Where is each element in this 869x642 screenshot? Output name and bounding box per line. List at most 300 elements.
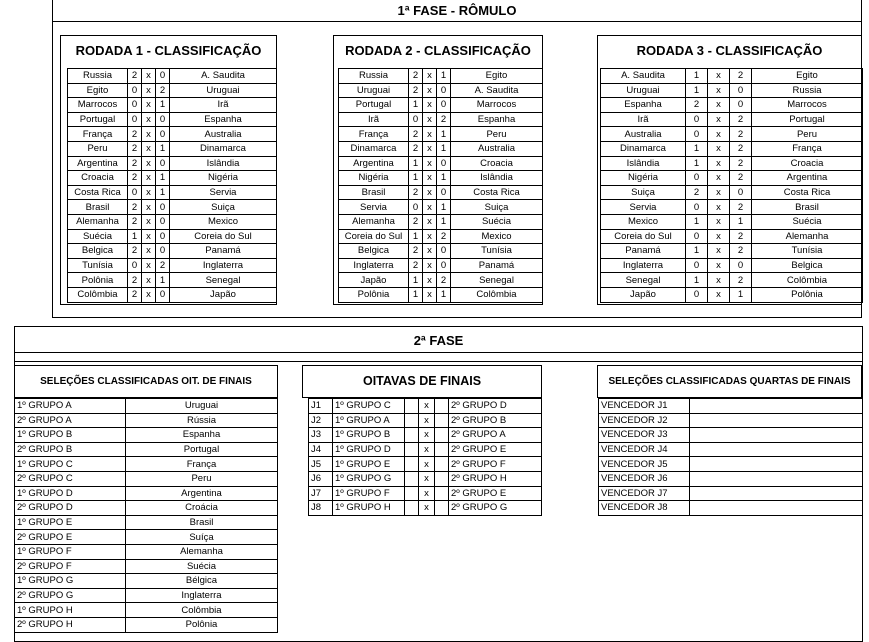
r16-row-cell: x — [419, 428, 435, 443]
match-row-cell: 0 — [156, 244, 170, 259]
match-row-cell: x — [708, 171, 730, 186]
qf-row-cell — [690, 471, 863, 486]
match-row-cell: 1 — [686, 273, 708, 288]
match-row-cell: 0 — [686, 171, 708, 186]
r16-row-cell: 2º GRUPO H — [449, 471, 542, 486]
r16-row-cell: J1 — [309, 399, 333, 414]
match-row-cell: Servia — [601, 200, 686, 215]
qualified-row-cell: Colômbia — [126, 603, 278, 618]
match-row — [339, 69, 543, 84]
match-row-cell: Uruguai — [339, 83, 409, 98]
match-row-cell: 2 — [437, 229, 451, 244]
r16-row-cell: 2º GRUPO F — [449, 457, 542, 472]
qf-row — [599, 413, 863, 428]
match-row-cell: x — [708, 273, 730, 288]
match-row-cell: Peru — [752, 127, 863, 142]
match-row-cell: x — [423, 69, 437, 84]
match-row — [339, 200, 543, 215]
match-row-cell: x — [423, 229, 437, 244]
match-row-cell: Japão — [170, 287, 277, 302]
r16-row-cell — [435, 428, 449, 443]
r16-row-cell — [405, 457, 419, 472]
match-row-cell: x — [423, 98, 437, 113]
match-row-cell: Croacia — [752, 156, 863, 171]
match-row-cell: Japão — [339, 273, 409, 288]
qualified-row-cell: 2º GRUPO H — [15, 617, 126, 632]
match-row-cell: x — [708, 244, 730, 259]
match-row-cell: x — [708, 287, 730, 302]
qualified-row-cell: Espanha — [126, 428, 278, 443]
match-row-cell: Croacia — [451, 156, 543, 171]
match-row-cell: 2 — [437, 273, 451, 288]
match-row-cell: Costa Rica — [68, 185, 128, 200]
match-row-cell: 0 — [156, 200, 170, 215]
qualified-row-cell: Bélgica — [126, 574, 278, 589]
match-row — [339, 127, 543, 142]
match-row-cell: Senegal — [170, 273, 277, 288]
match-row-cell: Islândia — [170, 156, 277, 171]
match-row-cell: 1 — [156, 141, 170, 156]
match-row — [339, 287, 543, 302]
match-row-cell: Islândia — [451, 171, 543, 186]
qf-row-cell: VENCEDOR J7 — [599, 486, 690, 501]
match-row-cell: 0 — [686, 112, 708, 127]
match-row-cell: Egito — [68, 83, 128, 98]
r16-table — [308, 398, 542, 516]
qualified-row-cell: Suíça — [126, 530, 278, 545]
match-row-cell: Tunísia — [752, 244, 863, 259]
r16-row-cell: 1º GRUPO A — [333, 413, 405, 428]
r16-row — [309, 457, 542, 472]
qualified-row-cell: 2º GRUPO B — [15, 442, 126, 457]
match-row-cell: Coreia do Sul — [601, 229, 686, 244]
match-row-cell: x — [423, 185, 437, 200]
r16-row-cell: 2º GRUPO E — [449, 486, 542, 501]
qualified-row — [15, 515, 278, 530]
match-row-cell: Coreia do Sul — [339, 229, 409, 244]
match-row-cell: Senegal — [601, 273, 686, 288]
match-row — [68, 83, 277, 98]
match-row-cell: 0 — [156, 112, 170, 127]
match-row-cell: Suécia — [68, 229, 128, 244]
match-row-cell: 2 — [128, 156, 142, 171]
match-row — [339, 141, 543, 156]
phase1-title-divider — [52, 21, 862, 22]
match-row-cell: 1 — [686, 244, 708, 259]
match-row-cell: Australia — [170, 127, 277, 142]
r16-row-cell: x — [419, 457, 435, 472]
match-row-cell: 2 — [730, 229, 752, 244]
r16-row-cell — [435, 442, 449, 457]
match-row-cell: A. Saudita — [170, 69, 277, 84]
match-row-cell: 2 — [128, 69, 142, 84]
match-row-cell: 1 — [409, 156, 423, 171]
match-row-cell: x — [142, 258, 156, 273]
match-row-cell: Senegal — [451, 273, 543, 288]
match-row-cell: Irã — [170, 98, 277, 113]
match-row-cell: Portugal — [339, 98, 409, 113]
match-row — [68, 112, 277, 127]
match-row-cell: Panamá — [601, 244, 686, 259]
match-row-cell: x — [423, 244, 437, 259]
match-row-cell: 0 — [686, 127, 708, 142]
match-row — [601, 69, 863, 84]
match-row-cell: x — [708, 258, 730, 273]
match-row-cell: Australia — [451, 141, 543, 156]
match-row-cell: 1 — [437, 200, 451, 215]
match-row-cell: 0 — [409, 200, 423, 215]
match-row — [68, 69, 277, 84]
match-row-cell: 0 — [437, 244, 451, 259]
qualified-row — [15, 457, 278, 472]
match-row-cell: x — [423, 156, 437, 171]
r16-row-cell: J6 — [309, 471, 333, 486]
match-row-cell: 2 — [686, 98, 708, 113]
match-row-cell: 1 — [409, 273, 423, 288]
r16-row-cell: J4 — [309, 442, 333, 457]
qualified-row — [15, 442, 278, 457]
qualified-row-cell: 2º GRUPO E — [15, 530, 126, 545]
qf-row-cell — [690, 442, 863, 457]
qualified-row-cell: Peru — [126, 471, 278, 486]
qualified-row-cell: 1º GRUPO G — [15, 574, 126, 589]
match-row-cell: 0 — [128, 258, 142, 273]
match-row-cell: Peru — [68, 141, 128, 156]
match-row — [68, 127, 277, 142]
match-row-cell: 1 — [409, 229, 423, 244]
match-row — [339, 214, 543, 229]
match-row-cell: Peru — [451, 127, 543, 142]
match-row-cell: x — [142, 83, 156, 98]
qf-title: SELEÇÕES CLASSIFICADAS QUARTAS DE FINAIS — [597, 365, 862, 398]
match-row — [601, 112, 863, 127]
match-row-cell: 2 — [128, 273, 142, 288]
match-row-cell: 2 — [730, 141, 752, 156]
qualified-row — [15, 471, 278, 486]
match-row — [601, 98, 863, 113]
r16-row-cell: J2 — [309, 413, 333, 428]
match-row-cell: A. Saudita — [601, 69, 686, 84]
qf-table — [598, 398, 863, 516]
match-row-cell: 1 — [156, 98, 170, 113]
qf-row-cell — [690, 428, 863, 443]
match-row-cell: 1 — [437, 141, 451, 156]
match-row-cell: Alemanha — [339, 214, 409, 229]
match-row-cell: Polônia — [339, 287, 409, 302]
qf-row-cell: VENCEDOR J4 — [599, 442, 690, 457]
match-row-cell: Portugal — [68, 112, 128, 127]
r16-row-cell — [405, 399, 419, 414]
match-row-cell: 0 — [437, 185, 451, 200]
r16-row-cell: 1º GRUPO F — [333, 486, 405, 501]
qualified-row — [15, 413, 278, 428]
match-row-cell: 2 — [128, 200, 142, 215]
match-row-cell: Inglaterra — [601, 258, 686, 273]
match-row-cell: x — [708, 112, 730, 127]
match-row-cell: x — [142, 69, 156, 84]
match-row — [601, 200, 863, 215]
match-row — [601, 258, 863, 273]
qualified-row-cell: Rússia — [126, 413, 278, 428]
qualified-row — [15, 544, 278, 559]
match-row-cell: Servia — [170, 185, 277, 200]
match-row-cell: 0 — [437, 156, 451, 171]
match-row-cell: Belgica — [752, 258, 863, 273]
match-row-cell: x — [708, 141, 730, 156]
match-row-cell: 0 — [730, 185, 752, 200]
match-row-cell: x — [423, 200, 437, 215]
r16-row-cell — [435, 486, 449, 501]
match-row-cell: 0 — [128, 185, 142, 200]
match-row-cell: x — [142, 98, 156, 113]
round3-title: RODADA 3 - CLASSIFICAÇÃO — [636, 43, 823, 58]
qf-row-cell — [690, 486, 863, 501]
qf-row-cell: VENCEDOR J3 — [599, 428, 690, 443]
match-row-cell: Australia — [601, 127, 686, 142]
r16-row-cell — [435, 501, 449, 516]
match-row — [68, 98, 277, 113]
match-row-cell: Argentina — [752, 171, 863, 186]
qf-row — [599, 471, 863, 486]
r16-row-cell — [435, 457, 449, 472]
qualified-row-cell: Uruguai — [126, 399, 278, 414]
r16-row-cell: J3 — [309, 428, 333, 443]
r16-row-cell: 2º GRUPO E — [449, 442, 542, 457]
qualified-table — [14, 398, 278, 633]
match-row-cell: Espanha — [170, 112, 277, 127]
match-row — [68, 214, 277, 229]
match-row-cell: Russia — [752, 83, 863, 98]
match-row-cell: Dinamarca — [339, 141, 409, 156]
match-row-cell: Mexico — [601, 214, 686, 229]
match-row-cell: x — [142, 185, 156, 200]
r16-row — [309, 399, 542, 414]
match-row-cell: 0 — [128, 98, 142, 113]
match-row-cell: 0 — [409, 112, 423, 127]
match-row-cell: 0 — [437, 98, 451, 113]
match-row-cell: Argentina — [339, 156, 409, 171]
match-row-cell: 0 — [730, 258, 752, 273]
r16-row-cell — [405, 428, 419, 443]
match-row-cell: Alemanha — [752, 229, 863, 244]
qualified-row-cell: 1º GRUPO H — [15, 603, 126, 618]
match-row-cell: 2 — [409, 69, 423, 84]
r16-row-cell: x — [419, 471, 435, 486]
r16-row-cell: J8 — [309, 501, 333, 516]
match-row-cell: 0 — [686, 258, 708, 273]
qualified-row — [15, 486, 278, 501]
match-row-cell: x — [142, 200, 156, 215]
r16-row — [309, 428, 542, 443]
match-row-cell: 0 — [156, 214, 170, 229]
r16-row-cell — [405, 486, 419, 501]
match-row-cell: Russia — [339, 69, 409, 84]
qualified-row — [15, 574, 278, 589]
qf-row — [599, 442, 863, 457]
match-row-cell: 0 — [437, 258, 451, 273]
r16-row-cell: x — [419, 486, 435, 501]
match-row — [339, 171, 543, 186]
match-row-cell: Mexico — [451, 229, 543, 244]
r16-row-cell: 1º GRUPO C — [333, 399, 405, 414]
match-row-cell: x — [142, 229, 156, 244]
match-row — [68, 273, 277, 288]
qf-row — [599, 501, 863, 516]
r16-row-cell: 2º GRUPO A — [449, 428, 542, 443]
match-row-cell: Costa Rica — [752, 185, 863, 200]
match-row-cell: 1 — [437, 171, 451, 186]
match-row-cell: 0 — [730, 98, 752, 113]
match-row-cell: 0 — [128, 83, 142, 98]
qf-row-cell — [690, 413, 863, 428]
match-row-cell: 1 — [156, 185, 170, 200]
match-row-cell: Belgica — [339, 244, 409, 259]
qualified-row-cell: Portugal — [126, 442, 278, 457]
match-row-cell: Marrocos — [752, 98, 863, 113]
match-row-cell: 1 — [156, 273, 170, 288]
match-row — [68, 171, 277, 186]
match-row-cell: Uruguai — [170, 83, 277, 98]
match-row-cell: Suiça — [170, 200, 277, 215]
match-row-cell: 2 — [128, 214, 142, 229]
match-row-cell: Suécia — [752, 214, 863, 229]
qf-row-cell: VENCEDOR J5 — [599, 457, 690, 472]
r16-row-cell — [435, 413, 449, 428]
match-row-cell: x — [142, 214, 156, 229]
match-row — [68, 185, 277, 200]
r16-row-cell: 1º GRUPO H — [333, 501, 405, 516]
match-row-cell: Inglaterra — [339, 258, 409, 273]
match-row-cell: 1 — [686, 83, 708, 98]
match-row — [339, 244, 543, 259]
match-row-cell: Colômbia — [752, 273, 863, 288]
match-row — [339, 273, 543, 288]
match-row-cell: Portugal — [752, 112, 863, 127]
qf-row-cell — [690, 501, 863, 516]
r16-row-cell: 1º GRUPO E — [333, 457, 405, 472]
match-row-cell: Espanha — [451, 112, 543, 127]
match-row-cell: 2 — [730, 200, 752, 215]
match-row-cell: 2 — [128, 287, 142, 302]
match-row-cell: 2 — [128, 171, 142, 186]
match-row-cell: Brasil — [68, 200, 128, 215]
match-row-cell: x — [142, 244, 156, 259]
match-row-cell: Uruguai — [601, 83, 686, 98]
match-row-cell: Tunísia — [68, 258, 128, 273]
match-row — [68, 141, 277, 156]
qualified-row-cell: 1º GRUPO E — [15, 515, 126, 530]
match-row-cell: Argentina — [68, 156, 128, 171]
round1-table — [67, 68, 277, 303]
match-row-cell: x — [142, 112, 156, 127]
match-row-cell: Belgica — [68, 244, 128, 259]
match-row-cell: 2 — [686, 185, 708, 200]
match-row-cell: 2 — [409, 244, 423, 259]
match-row-cell: Brasil — [752, 200, 863, 215]
match-row-cell: Irã — [339, 112, 409, 127]
match-row-cell: Nigéria — [601, 171, 686, 186]
match-row-cell: 1 — [686, 156, 708, 171]
match-row-cell: 1 — [409, 171, 423, 186]
qualified-row-cell: Croácia — [126, 501, 278, 516]
match-row-cell: x — [708, 200, 730, 215]
match-row — [339, 156, 543, 171]
qualified-row-cell: 1º GRUPO F — [15, 544, 126, 559]
qf-row-cell: VENCEDOR J8 — [599, 501, 690, 516]
match-row-cell: Croacia — [68, 171, 128, 186]
match-row-cell: 2 — [128, 127, 142, 142]
phase2-title-divider — [14, 352, 863, 353]
match-row-cell: x — [423, 112, 437, 127]
match-row-cell: x — [423, 83, 437, 98]
match-row-cell: 2 — [128, 141, 142, 156]
match-row — [601, 185, 863, 200]
match-row-cell: Coreia do Sul — [170, 229, 277, 244]
match-row — [601, 127, 863, 142]
r16-row — [309, 501, 542, 516]
match-row-cell: Polônia — [752, 287, 863, 302]
match-row-cell: Dinamarca — [170, 141, 277, 156]
round1-title: RODADA 1 - CLASSIFICAÇÃO — [75, 43, 262, 58]
match-row — [601, 156, 863, 171]
match-row — [339, 185, 543, 200]
match-row-cell: 2 — [128, 244, 142, 259]
r16-row-cell: 1º GRUPO D — [333, 442, 405, 457]
phase2-title-divider-2 — [14, 361, 863, 362]
match-row-cell: 2 — [730, 127, 752, 142]
match-row-cell: Russia — [68, 69, 128, 84]
match-row — [601, 229, 863, 244]
match-row-cell: 2 — [409, 214, 423, 229]
match-row-cell: Nigéria — [339, 171, 409, 186]
match-row — [339, 98, 543, 113]
r16-row-cell: J5 — [309, 457, 333, 472]
match-row-cell: 0 — [156, 69, 170, 84]
r16-row-cell: x — [419, 399, 435, 414]
match-row-cell: 0 — [156, 127, 170, 142]
qualified-row-cell: 2º GRUPO A — [15, 413, 126, 428]
r16-title: OITAVAS DE FINAIS — [302, 365, 542, 398]
match-row — [339, 83, 543, 98]
r16-row-cell: x — [419, 442, 435, 457]
match-row-cell: 1 — [128, 229, 142, 244]
match-row-cell: 0 — [128, 112, 142, 127]
match-row-cell: x — [708, 185, 730, 200]
match-row-cell: x — [142, 156, 156, 171]
match-row-cell: França — [339, 127, 409, 142]
qualified-row — [15, 603, 278, 618]
match-row-cell: x — [423, 273, 437, 288]
qf-row-cell: VENCEDOR J6 — [599, 471, 690, 486]
qualified-row — [15, 559, 278, 574]
match-row — [601, 244, 863, 259]
r16-row — [309, 413, 542, 428]
match-row-cell: 2 — [409, 141, 423, 156]
match-row-cell: x — [142, 127, 156, 142]
match-row-cell: Dinamarca — [601, 141, 686, 156]
qf-row — [599, 457, 863, 472]
match-row-cell: 2 — [156, 83, 170, 98]
r16-row — [309, 442, 542, 457]
match-row — [68, 244, 277, 259]
match-row-cell: x — [423, 141, 437, 156]
qualified-row-cell: 1º GRUPO B — [15, 428, 126, 443]
qualified-row-cell: 2º GRUPO F — [15, 559, 126, 574]
qualified-row-cell: Inglaterra — [126, 588, 278, 603]
match-row-cell: Mexico — [170, 214, 277, 229]
r16-row — [309, 471, 542, 486]
qualified-title: SELEÇÕES CLASSIFICADAS OIT. DE FINAIS — [14, 365, 278, 398]
